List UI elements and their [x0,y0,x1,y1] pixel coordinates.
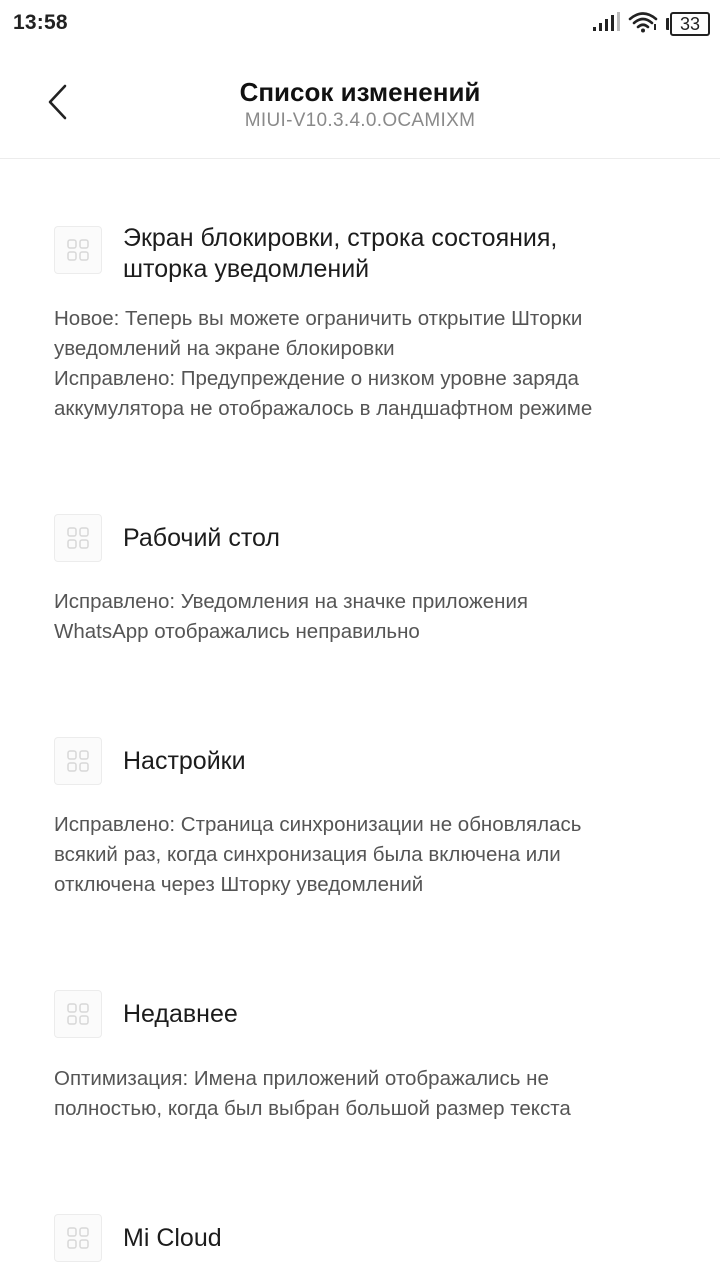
section-description [54,810,684,900]
status-bar [0,0,720,50]
page-subtitle: MIUI-V10.3.4.0.OCAMIXM [244,110,476,131]
app-placeholder-icon [54,990,102,1038]
description-line: Новое: Теперь вы можете ограничить открытие Шторки [54,307,583,330]
section-title [123,1223,683,1254]
description-line: WhatsApp отображались неправильно [54,620,420,643]
section-description [54,587,684,647]
section-title [123,523,683,554]
description-line: аккумулятора не отображалось в ландшафтном режиме [54,397,593,420]
section-description [54,304,684,424]
battery-tip [666,18,669,30]
section-title-line: Экран блокировки, строка состояния, [123,224,558,252]
app-placeholder-icon [54,1214,102,1262]
app-placeholder-icon [54,226,102,274]
wifi-icon [628,11,658,38]
section-title-line: Недавнее [123,1000,238,1028]
section-title-line: Настройки [123,747,246,775]
section-title [123,999,683,1030]
section-title-line: Рабочий стол [123,524,280,552]
header [0,50,720,159]
description-line: полностью, когда был выбран большой размер текста [54,1097,571,1120]
description-line: Оптимизация: Имена приложений отображались не [54,1067,549,1090]
section-title [123,746,683,777]
description-line: Исправлено: Страница синхронизации не обновлялась [54,813,582,836]
description-line: всякий раз, когда синхронизация была включена или [54,843,561,866]
section-title-line: Mi Cloud [123,1224,222,1252]
section-title [123,223,683,285]
status-time: 13:58 [13,11,68,34]
page-title: Список изменений [239,77,481,107]
description-line: Исправлено: Предупреждение о низком уровне заряда [54,367,579,390]
app-placeholder-icon [54,514,102,562]
battery-icon [666,12,710,36]
status-icons [592,10,710,38]
description-line: уведомлений на экране блокировки [54,337,395,360]
section-title-line: шторка уведомлений [123,255,370,283]
section-description [54,1064,684,1124]
app-placeholder-icon [54,737,102,785]
battery-level: 33 [670,12,710,36]
description-line: Исправлено: Уведомления на значке приложения [54,590,529,613]
description-line: отключена через Шторку уведомлений [54,873,424,896]
signal-icon [592,12,620,37]
